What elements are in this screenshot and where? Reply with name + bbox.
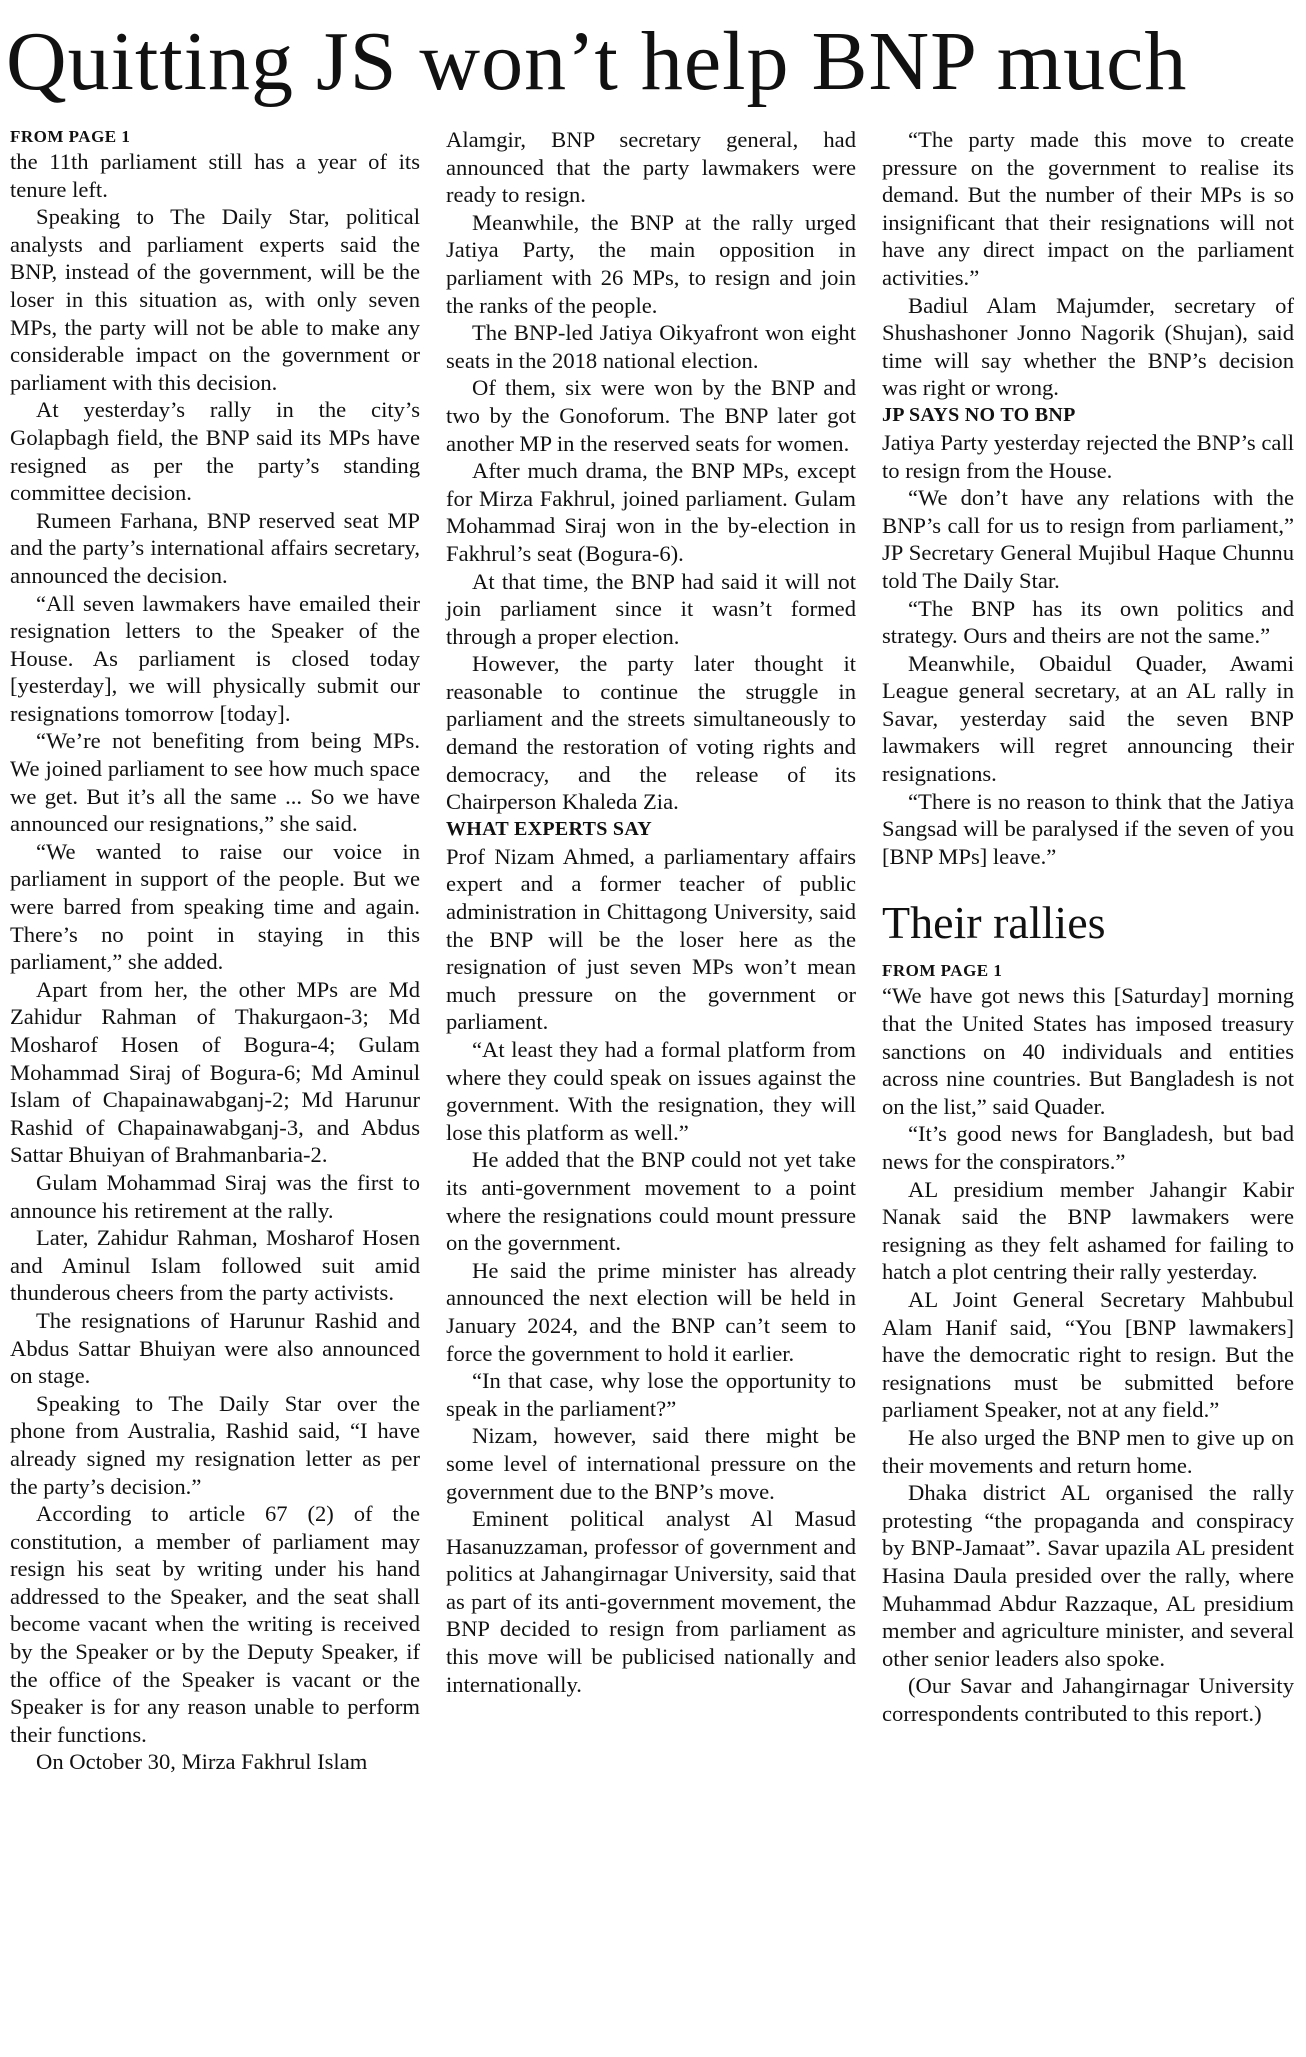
paragraph: Speaking to The Daily Star over the phone from Australia, Rashid said, “I have already signed my resignation letter as per the party’s decision.” [10, 1390, 420, 1499]
paragraph: However, the party later thought it reasonable to continue the struggle in parliament and the streets simultaneously to demand the restoration of voting rights and democracy, and the release of its Chairperson Khaleda Zia. [446, 651, 856, 815]
paragraph: Speaking to The Daily Star, political analysts and parliament experts said the BNP, instead of the government, will be the loser in this situation as, with only seven MPs, the party will not be able to make any considerable impact on the government or parliament with this decision. [10, 204, 420, 395]
paragraph: He also urged the BNP men to give up on their movements and return home. [882, 1424, 1294, 1478]
paragraph: Eminent political analyst Al Masud Hasanuzzaman, professor of government and politics at Jahangirnagar University, said that as part of its anti-government movement, the BNP decided to resign from parliament as this move will be publicised nationally and internationally. [446, 1506, 856, 1697]
column-1 [10, 126, 420, 1776]
paragraph: Badiul Alam Majumder, secretary of Shushashoner Jonno Nagorik (Shujan), said time will say whether the BNP’s decision was right or wrong. [882, 292, 1294, 401]
paragraph: At that time, the BNP had said it will not join parliament since it wasn’t formed through a proper election. [446, 568, 856, 649]
paragraph: “We have got news this [Saturday] morning that the United States has imposed treasury sanctions on 40 individuals and entities across nine countries. But Bangladesh is not on the list,” said Quader. [882, 983, 1294, 1119]
paragraph: Rumeen Farhana, BNP reserved seat MP and the party’s international affairs secretary, announced the decision. [10, 507, 420, 588]
paragraph: (Our Savar and Jahangirnagar University correspondents contributed to this report.) [882, 1673, 1294, 1726]
paragraph: After much drama, the BNP MPs, except for Mirza Fakhrul, joined parliament. Gulam Mohammad Siraj won in the by-election in Fakhrul’s seat (Bogura-6). [446, 458, 856, 566]
paragraph: “All seven lawmakers have emailed their resignation letters to the Speaker of the House. As parliament is closed today [yesterday], we will physically submit our resignations tomorrow [today]. [10, 590, 420, 726]
column-3 [882, 126, 1294, 1727]
subhead-experts: WHAT EXPERTS SAY [446, 817, 653, 840]
paragraph: The resignations of Harunur Rashid and Abdus Sattar Bhuiyan were also announced on stage. [10, 1307, 420, 1389]
paragraph: “At least they had a formal platform from where they could speak on issues against the government. With the resignation, they will lose this platform as well.” [446, 1037, 856, 1145]
paragraph: AL Joint General Secretary Mahbubul Alam Hanif said, “You [BNP lawmakers] have the democratic right to resign. But the resignations must be submitted before parliament Speaker, not at any field.” [882, 1286, 1294, 1423]
paragraph: Gulam Mohammad Siraj was the first to announce his retirement at the rally. [10, 1169, 420, 1223]
paragraph: “The party made this move to create pressure on the government to realise its demand. But the number of their MPs is so insignificant that their resignations will not have any direct impact on the parliament activities.” [882, 127, 1294, 290]
paragraph: Nizam, however, said there might be some level of international pressure on the government due to the BNP’s move. [446, 1423, 856, 1504]
paragraph: The BNP-led Jatiya Oikyafront won eight seats in the 2018 national election. [446, 320, 856, 373]
paragraph: He said the prime minister has already announced the next election will be held in January 2024, and the BNP can’t seem to force the government to hold it earlier. [446, 1257, 856, 1366]
second-kicker: FROM PAGE 1 [882, 961, 1003, 981]
paragraph: Prof Nizam Ahmed, a parliamentary affairs expert and a former teacher of public administration in Chittagong University, said the BNP will be the loser here as the resignation of just seven MPs won’t mean much pressure on the government or parliament. [446, 843, 856, 1035]
paragraph: Alamgir, BNP secretary general, had announced that the party lawmakers were ready to resign. [446, 127, 856, 208]
paragraph: Meanwhile, Obaidul Quader, Awami League general secretary, at an AL rally in Savar, yesterday said the seven BNP lawmakers will regret announcing their resignations. [882, 650, 1294, 787]
paragraph: “There is no reason to think that the Jatiya Sangsad will be paralysed if the seven of you [BNP MPs] leave.” [882, 788, 1294, 869]
subhead-jp: JP SAYS NO TO BNP [882, 403, 1076, 426]
headline: Quitting JS won’t help BNP much [6, 15, 1188, 108]
paragraph: “The BNP has its own politics and strategy. Ours and theirs are not the same.” [882, 595, 1294, 649]
paragraph: Of them, six were won by the BNP and two by the Gonoforum. The BNP later got another MP in the reserved seats for women. [446, 375, 856, 456]
paragraph: On October 30, Mirza Fakhrul Islam [36, 1749, 368, 1775]
second-headline: Their rallies [882, 897, 1106, 949]
paragraph: Dhaka district AL organised the rally protesting “the propaganda and conspiracy by BNP-Jamaat”. Savar upazila AL president Hasina Daula presided over the rally, where Muhammad Abdur Razzaque, AL presidium member and agriculture minister, and several other senior leaders also spoke. [882, 1480, 1294, 1671]
paragraph: Apart from her, the other MPs are Md Zahidur Rahman of Thakurgaon-3; Md Mosharof Hosen of Bogura-4; Gulam Mohammad Siraj of Bogura-6; Md Aminul Islam of Chapainawabganj-2; Md Harunur Rashid of Chapainawabganj-3, and Abdus Sattar Bhuiyan of Brahmanbaria-2. [10, 976, 420, 1168]
paragraph: “We’re not benefiting from being MPs. We joined parliament to see how much space we get. But it’s all the same ... So we have announced our resignations,” she said. [10, 728, 420, 837]
paragraph: “In that case, why lose the opportunity to speak in the parliament?” [446, 1368, 856, 1421]
paragraph: AL presidium member Jahangir Kabir Nanak said the BNP lawmakers were resigning as they felt ashamed for failing to hatch a plot centring their rally yesterday. [882, 1176, 1294, 1285]
paragraph: “We don’t have any relations with the BNP’s call for us to resign from parliament,” JP Secretary General Mujibul Haque Chunnu told The Daily Star. [882, 485, 1294, 593]
paragraph: At yesterday’s rally in the city’s Golapbagh field, the BNP said its MPs have resigned as per the party’s standing committee decision. [10, 397, 420, 506]
kicker: FROM PAGE 1 [10, 127, 131, 146]
paragraph: Later, Zahidur Rahman, Mosharof Hosen and Aminul Islam followed suit amid thunderous cheers from the party activists. [10, 1225, 420, 1306]
paragraph: He added that the BNP could not yet take its anti-government movement to a point where the resignations could mount pressure on the government. [446, 1147, 856, 1256]
paragraph: According to article 67 (2) of the constitution, a member of parliament may resign his seat by writing under his hand addressed to the Speaker, and the seat shall become vacant when the writing is received by the Speaker or by the Deputy Speaker, if the office of the Speaker is vacant or the Speaker is for any reason unable to perform their functions. [10, 1501, 420, 1747]
paragraph: Jatiya Party yesterday rejected the BNP’s call to resign from the House. [882, 429, 1294, 483]
paragraph: Meanwhile, the BNP at the rally urged Jatiya Party, the main opposition in parliament with 26 MPs, to resign and join the ranks of the people. [446, 209, 856, 318]
paragraph: “We wanted to raise our voice in parliament in support of the people. But we were barred from speaking time and again. There’s no point in staying in this parliament,” she added. [10, 838, 420, 975]
column-2 [446, 126, 856, 1698]
paragraph: the 11th parliament still has a year of its tenure left. [10, 149, 420, 202]
paragraph: “It’s good news for Bangladesh, but bad news for the conspirators.” [882, 1121, 1294, 1174]
